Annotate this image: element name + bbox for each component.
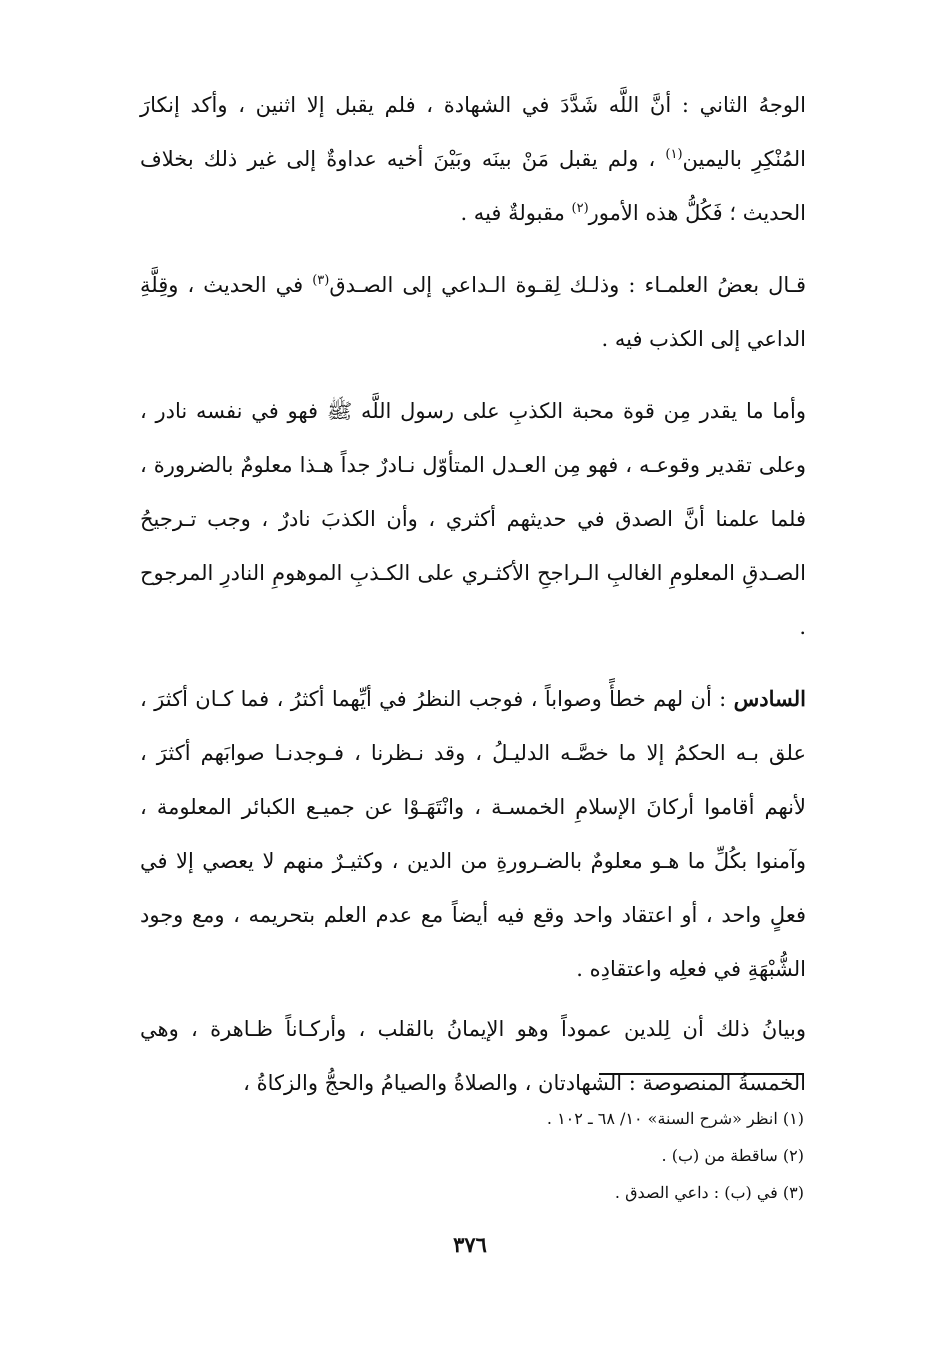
- footnote-ref: (٣): [312, 273, 330, 288]
- footnote-ref: (١): [665, 147, 683, 162]
- paragraph-text: وأما ما يقدر مِن قوة محبة الكذبِ على رسول اللَّه ﷺ فهو في نفسه نادر ، وعلى تقدير وقوعـه ، فهو مِن العـدل المتأوّل نـادرٌ جداً هـذا معلومٌ بالضرورة ، فلما علمنا أنَّ الصدق في حديثهم أكثري ، وأن الكذبَ نادرٌ ، وجب تـرجيحُ الصـدقِ المعلومِ الغالبِ الـراجحِ الأكثـري على الكـذبِ الموهومِ النادرِ المرجوح .: [140, 399, 806, 639]
- paragraph-text: الوجهُ الثاني : أنَّ اللَّه شَدَّدَ في الشهادة ، فلم يقبل إلا اثنين ، وأكد إنكارَ المُنْكِرِ باليمين: [140, 93, 806, 171]
- footnote-2: (٢) ساقطة من (ب) .: [661, 1146, 804, 1165]
- paragraph-2: [140, 258, 806, 366]
- footnotes: [400, 1100, 804, 1211]
- paragraph-text: وبيانُ ذلك أن لِلدين عموداً وهو الإيمانُ بالقلب ، وأركـاناً ظـاهرة ، وهي الخمسةُ المنصوصة : الشهادتان ، والصلاةُ والصيامُ والحجُّ والزكاةُ ،: [140, 1017, 806, 1095]
- paragraph-lead-word: السادس: [733, 686, 806, 711]
- paragraph-text: قـال بعضُ العلمـاء : وذلـك لِقـوة الـداعي إلى الصـدق: [329, 273, 806, 297]
- page-number: ٣٧٦: [453, 1232, 487, 1257]
- paragraph-1: [140, 78, 806, 240]
- footnote-ref: (٢): [571, 201, 589, 216]
- paragraph-5: [140, 1002, 806, 1110]
- paragraph-text: مقبولةٌ فيه .: [460, 201, 572, 225]
- main-text: [140, 78, 806, 1110]
- paragraph-text: ، ولم يقبل مَنْ بينَه وبَيْنَ أخيه عداوةٌ إلى غير ذلك بخلاف الحديث ؛ فَكُلُّ هذه الأمور: [140, 147, 806, 225]
- footnote-1: (١) انظر «شرح السنة» ١٠/ ٦٨ ـ ١٠٢ .: [546, 1109, 804, 1128]
- paragraph-4: [140, 672, 806, 996]
- footnote-separator: [599, 1073, 804, 1075]
- paragraph-3: [140, 384, 806, 654]
- footnote-3: (٣) في (ب) : داعي الصدق .: [614, 1183, 804, 1202]
- paragraph-text: في الحديث ، وقِلَّةِ الداعي إلى الكذب فيه .: [140, 273, 806, 351]
- paragraph-text: : أن لهم خطأً وصواباً ، فوجب النظرُ في أيِّهما أكثرُ ، فما كـان أكثرَ ، علق بـه الحكمُ إلا ما خصَّـه الدليـلُ ، وقد نـظرنا ، فـوجدنـا صوابَهم أكثرَ ، لأنهم أقاموا أركانَ الإسلامِ الخمسـة ، وانْتَهَـوْا عن جميـع الكبائر المعلومة ، وآمنوا بكُلِّ ما هـو معلومٌ بالضـرورةِ من الدين ، وكثيـرٌ منهم لا يعصي إلا في فعلٍ واحد ، أو اعتقاد واحد وقع فيه أيضاً مع عدم العلم بتحريمه ، ومع وجود الشُّبْهَةِ في فعلِه واعتقادِه .: [140, 687, 806, 981]
